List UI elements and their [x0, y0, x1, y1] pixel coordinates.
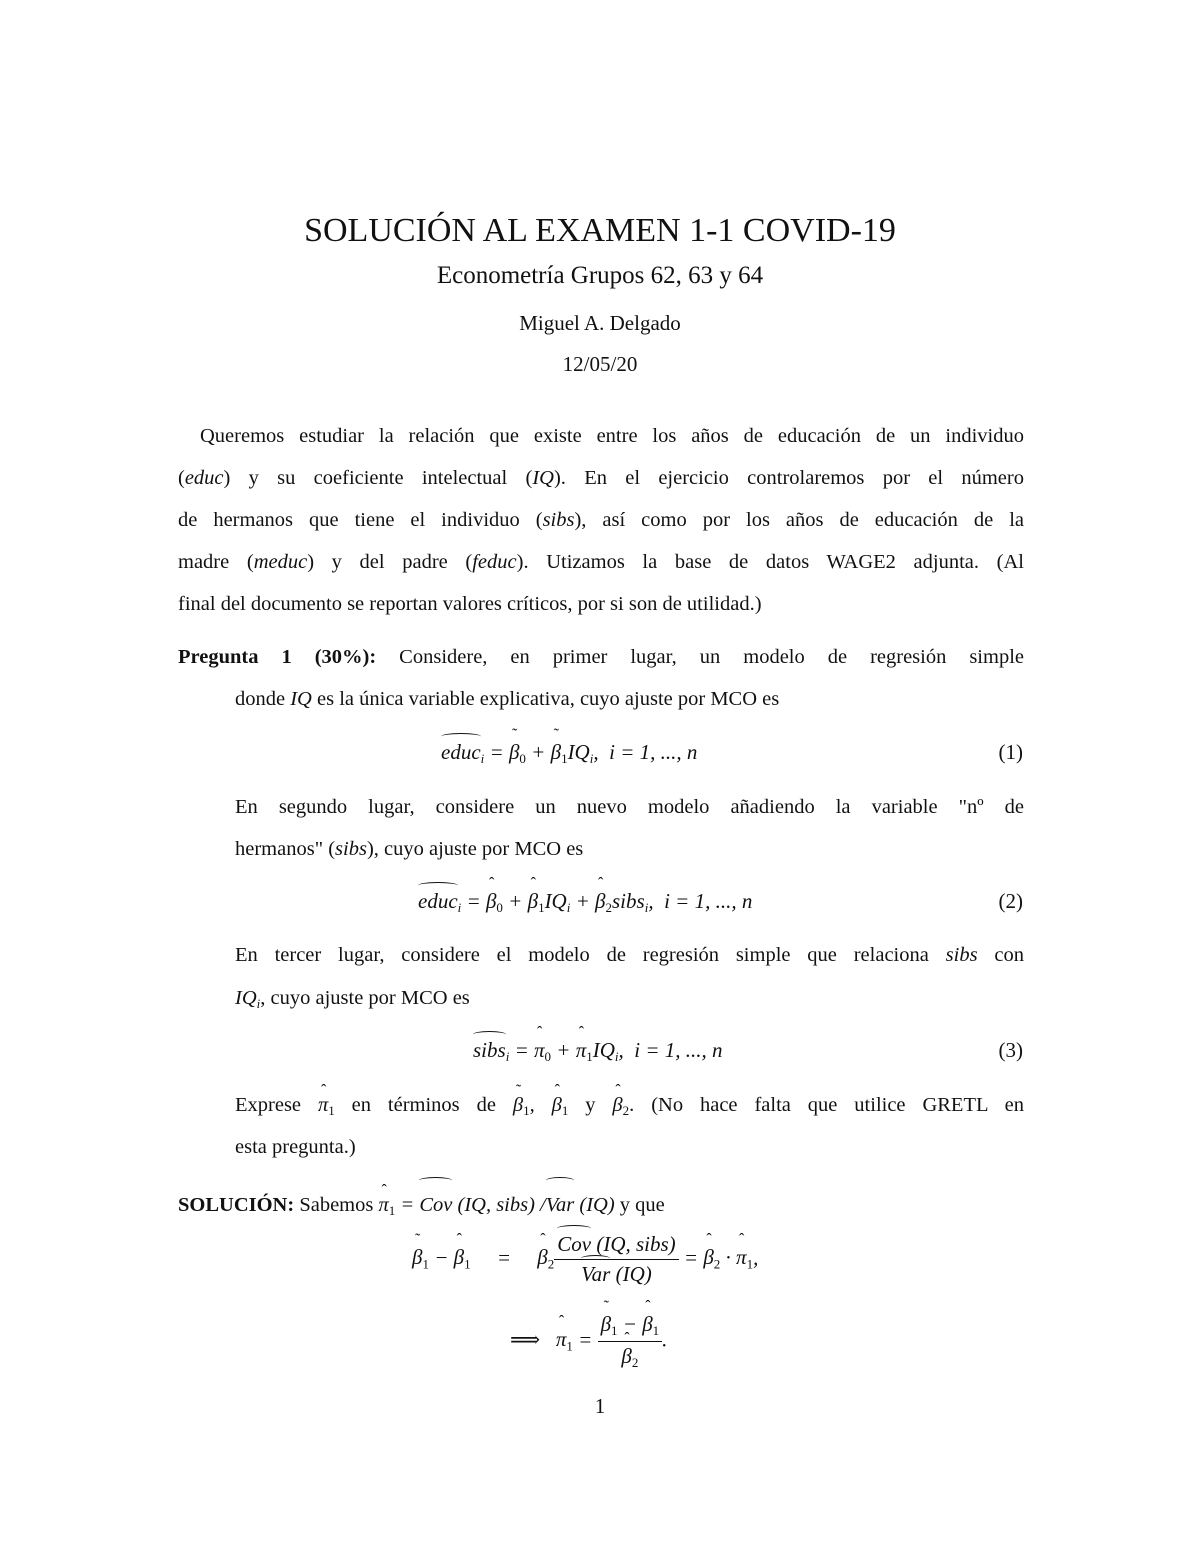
intro-line-2: (educ) y su coeficiente intelectual (IQ). En el ejercicio controlaremos por el número — [178, 467, 1024, 489]
equation-3: sibs$_i$ = ˆ $\pi_0$ + ˆ $\pi_1IQ_i$, i = 1, ..., n — [473, 1038, 723, 1065]
intro-line-1: Queremos estudiar la relación que existe entre los años de educación de un individuo — [200, 425, 1024, 447]
solution-line: SOLUCIÓN: Sabemos ˆ $\pi_1$ = Cov (IQ, sibs) /Var (IQ) y que — [178, 1184, 665, 1232]
intro-line-4: madre (meduc) y del padre (feduc). Utizamos la base de datos WAGE2 adjunta. (Al — [178, 551, 1024, 573]
equation-2-number: (2) — [998, 889, 1023, 913]
intro-paragraph — [178, 415, 1024, 625]
question-1-label: Pregunta 1 (30%): — [178, 646, 377, 668]
document-subtitle: Econometría Grupos 62, 63 y 64 — [436, 262, 764, 289]
intro-line-5: final del documento se reportan valores críticos, por si son de utilidad.) — [178, 593, 762, 615]
question-1-line-7: Exprese ˆ $\pi_1$ en términos de ˜ $\beta_1$, ˆ $\beta_1$ y ˆ $\beta_2$. (No hace falta que utilice GRETL en — [235, 1084, 1024, 1132]
equation-1: educ$_i$ = ˜ $\beta_0$ + ˜ $\beta_1IQ_i$, i = 1, ..., n — [441, 740, 697, 767]
equation-2: educ$_i$ = ˆ $\beta_0$ + ˆ $\beta_1IQ_i$ + ˆ $\beta_2sibs_i$, i = 1, ..., n — [418, 889, 752, 916]
question-1-line-6: $IQ_i$, cuyo ajuste por MCO es — [235, 987, 470, 1011]
author: Miguel A. Delgado — [519, 311, 681, 335]
page-number: 1 — [594, 1394, 606, 1418]
document-title: SOLUCIÓN AL EXAMEN 1-1 COVID-19 — [304, 212, 896, 249]
equation-1-number: (1) — [998, 740, 1023, 764]
question-1-line-3: En segundo lugar, considere un nuevo modelo añadiendo la variable "nº de — [235, 796, 1024, 818]
solution-label: SOLUCIÓN: — [178, 1194, 295, 1216]
question-1-line-5: En tercer lugar, considere el modelo de regresión simple que relaciona sibs con — [235, 944, 1024, 966]
question-1-line-1: Pregunta 1 (30%): Considere, en primer lugar, un modelo de regresión simple — [178, 646, 1024, 668]
date: 12/05/20 — [562, 352, 638, 376]
equation-3-number: (3) — [998, 1038, 1023, 1062]
question-1-line-2: donde IQ es la única variable explicativa, cuyo ajuste por MCO es — [235, 688, 780, 710]
intro-line-3: de hermanos que tiene el individuo (sibs), así como por los años de educación de la — [178, 509, 1024, 531]
question-1-line-8: esta pregunta.) — [235, 1136, 356, 1158]
solution-equation-1: ˜ $\beta_1$ − ˆ $\beta_1$ = ˆ $\beta_2$ $\frac{\text{Cov (IQ, sibs)}}{\text{Var (IQ)}}$ = ˆ $\beta_2$ · ˆ $\pi_1$, — [412, 1232, 758, 1287]
question-1-line-4: hermanos" (sibs), cuyo ajuste por MCO es — [235, 838, 584, 860]
solution-equation-2: ⟹ ˆ $\pi_1$ = ˜ $\beta_1$ − ˆ $\beta_1$ ˆ $\beta_2$ . — [510, 1312, 667, 1371]
